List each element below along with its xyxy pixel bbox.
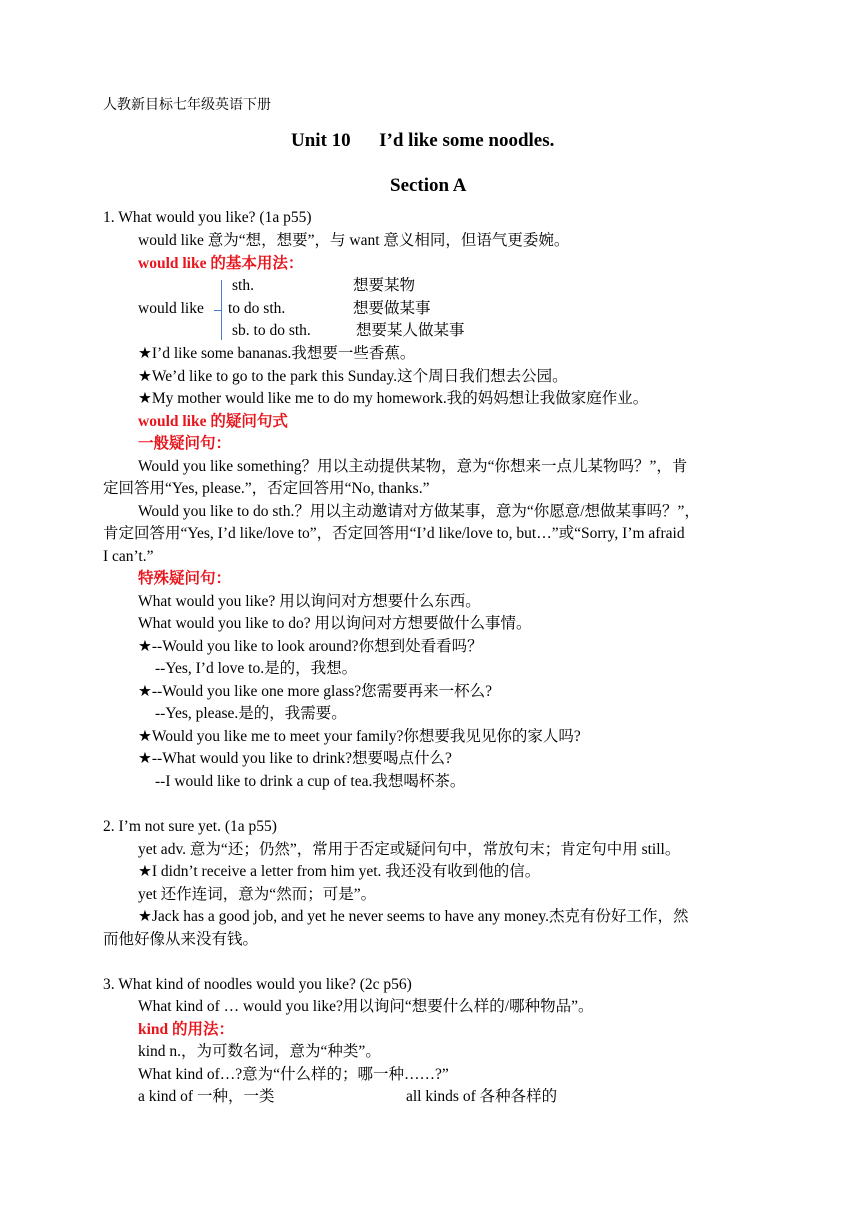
usage-table-bracket-tick <box>214 310 222 311</box>
example-sentence: --I would like to drink a cup of tea.我想喝杯茶。 <box>155 773 466 790</box>
example-sentence: ★--Would you like to look around?你想到处看看吗？ <box>138 638 483 655</box>
example-sentence: ★--Would you like one more glass?您需要再来一杯么? <box>138 683 493 700</box>
example-sentence: ★I didn’t receive a letter from him yet. 我还没有收到他的信。 <box>138 863 541 880</box>
phrase-a-kind-of: a kind of 一种，一类 <box>138 1088 275 1105</box>
paragraph-line: What kind of … would you like?用以询问“想要什么样的/哪种物品”。 <box>138 998 594 1015</box>
usage-table-row-1-form: sth. <box>232 277 254 294</box>
question-forms-heading: would like 的疑问句式 <box>138 413 288 430</box>
kind-usage-heading: kind 的用法： <box>138 1021 235 1038</box>
section-title: Section A <box>390 175 467 196</box>
paragraph-line: 肯定回答用“Yes, I’d like/love to”，否定回答用“I’d like/love to, but…”或“Sorry, I’m afraid <box>103 525 685 542</box>
document-header: 人教新目标七年级英语下册 <box>103 98 271 113</box>
example-sentence: ★Jack has a good job, and yet he never seems to have any money.杰克有份好工作，然 <box>138 908 689 925</box>
example-sentence: --Yes, I’d love to.是的，我想。 <box>155 660 358 677</box>
usage-table-row-3-meaning: 想要某人做某事 <box>356 322 465 339</box>
usage-table-bracket <box>221 280 228 340</box>
point-1-line: would like 意为“想，想要”，与 want 意义相同，但语气更委婉。 <box>138 232 570 249</box>
paragraph-line: yet 还作连词，意为“然而；可是”。 <box>138 886 377 903</box>
paragraph-line: What would you like? 用以询问对方想要什么东西。 <box>138 593 481 610</box>
example-sentence: ★--What would you like to drink?想要喝点什么? <box>138 750 452 767</box>
usage-table-row-2-meaning: 想要做某事 <box>353 300 431 317</box>
paragraph-line: Would you like to do sth.？用以主动邀请对方做某事，意为“你愿意/想做某事吗？”， <box>138 503 700 520</box>
paragraph-line: 定回答用“Yes, please.”，否定回答用“No, thanks.” <box>103 480 430 497</box>
paragraph-line: What would you like to do? 用以询问对方想要做什么事情。 <box>138 615 532 632</box>
paragraph-line: kind n.，为可数名词，意为“种类”。 <box>138 1043 381 1060</box>
usage-table-row-1-meaning: 想要某物 <box>353 277 416 294</box>
point-2-heading: 2. I’m not sure yet. (1a p55) <box>103 818 277 835</box>
usage-table-row-3-form: sb. to do sth. <box>232 322 311 339</box>
point-1-heading: 1. What would you like? (1a p55) <box>103 209 312 226</box>
example-sentence: ★I’d like some bananas.我想要一些香蕉。 <box>138 345 416 362</box>
example-sentence: ★We’d like to go to the park this Sunday.这个周日我们想去公园。 <box>138 368 568 385</box>
example-sentence: ★My mother would like me to do my homework.我的妈妈想让我做家庭作业。 <box>138 390 649 407</box>
paragraph-line: What kind of…?意为“什么样的；哪一种……?” <box>138 1066 449 1083</box>
paragraph-line: I can’t.” <box>103 548 154 565</box>
point-1-subheading: would like 的基本用法： <box>138 255 304 272</box>
wh-question-heading: 特殊疑问句： <box>138 570 232 587</box>
phrase-all-kinds-of: all kinds of 各种各样的 <box>406 1088 558 1105</box>
usage-table-head: would like <box>138 300 204 317</box>
paragraph-line: Would you like something？用以主动提供某物，意为“你想来一点儿某物吗？”，肯 <box>138 458 688 475</box>
point-3-heading: 3. What kind of noodles would you like? (2c p56) <box>103 976 412 993</box>
example-sentence: --Yes, please.是的，我需要。 <box>155 705 347 722</box>
unit-title: Unit 10 I’d like some noodles. <box>291 130 555 151</box>
example-sentence: 而他好像从来没有钱。 <box>103 931 259 948</box>
yes-no-question-heading: 一般疑问句： <box>138 435 232 452</box>
paragraph-line: yet adv. 意为“还；仍然”，常用于否定或疑问句中，常放句末；肯定句中用 still。 <box>138 841 681 858</box>
example-sentence: ★Would you like me to meet your family?你想要我见见你的家人吗? <box>138 728 581 745</box>
usage-table-row-2-form: to do sth. <box>228 300 286 317</box>
